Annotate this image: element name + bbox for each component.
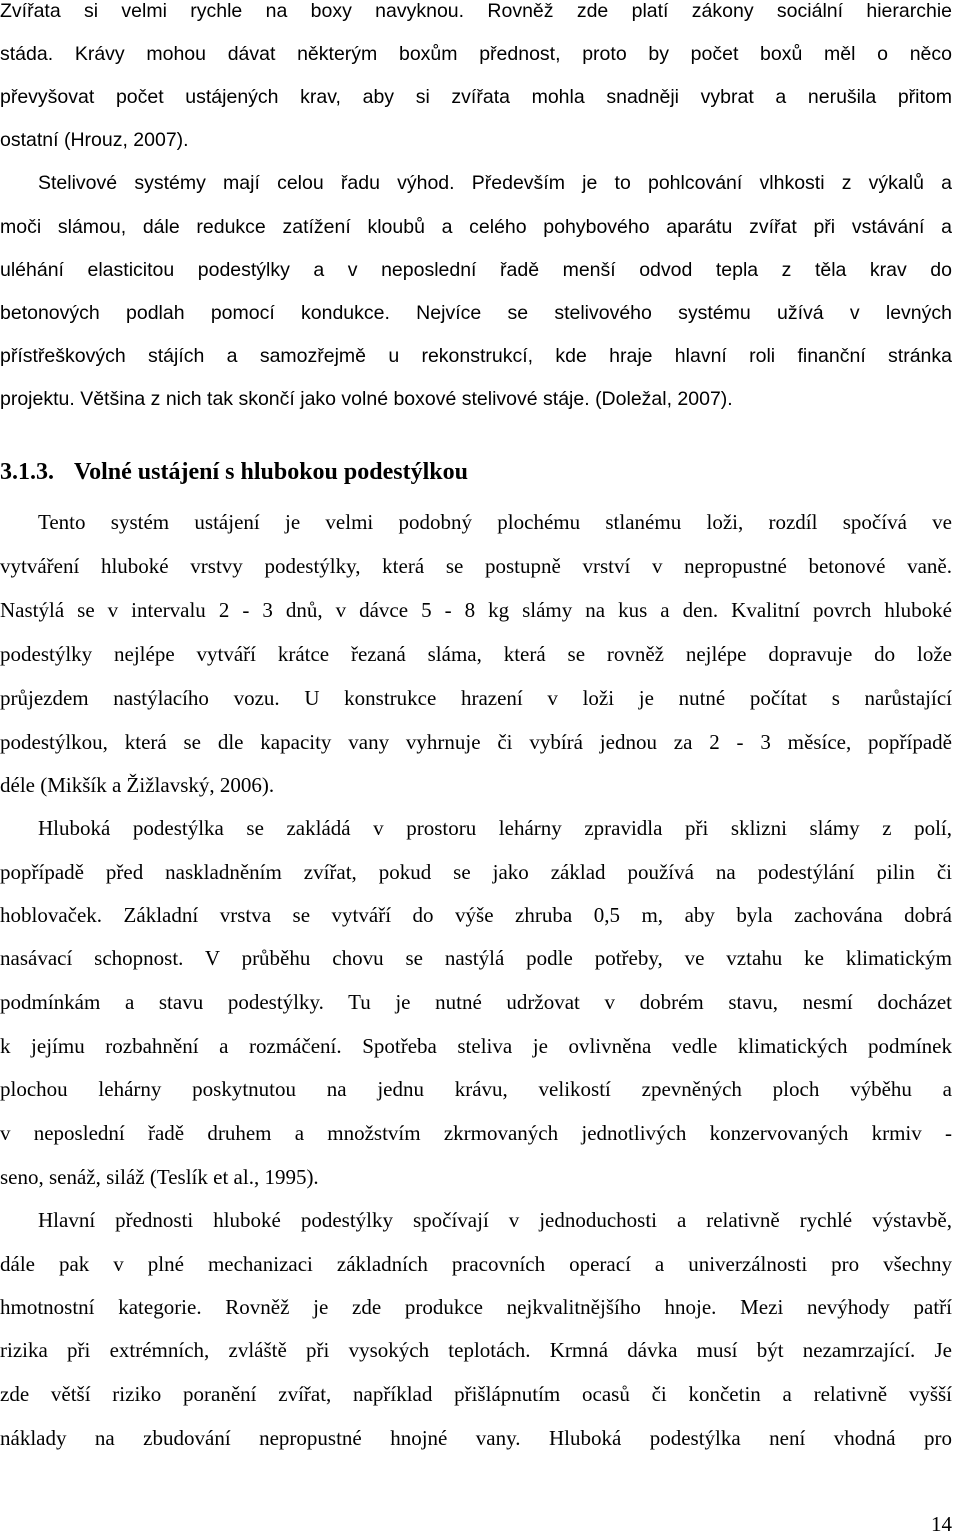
text-line: zde větší riziko poranění zvířat, například přišlápnutím ocasů či končetin a relativně vyšší xyxy=(0,1382,952,1406)
text-line: projektu. Většina z nich tak skončí jako volné boxové stelivové stáje. (Doležal, 2007). xyxy=(0,388,733,410)
text-line: nasávací schopnost. V průběhu chovu se nastýlá podle potřeby, ve vztahu ke klimatickým xyxy=(0,946,952,970)
text-line: plochou lehárny poskytnutou na jednu krávu, velikostí zpevněných ploch výběhu a xyxy=(0,1077,952,1101)
text-line: déle (Mikšík a Žižlavský, 2006). xyxy=(0,773,275,797)
section-heading xyxy=(0,455,952,489)
section-number: 3.1.3. xyxy=(0,459,54,485)
text-line: průjezdem nastýlacího vozu. U konstrukce hrazení v loži je nutné počítat s narůstající xyxy=(0,686,952,710)
text-line: vytváření hluboké vrstvy podestýlky, která se postupně vrství v nepropustné betonové vaně. xyxy=(0,554,952,578)
text-line: Stelivové systémy mají celou řadu výhod. Především je to pohlcování vlhkosti z výkalů a xyxy=(38,172,952,194)
text-line: popřípadě před naskladněním zvířat, pokud se jako základ používá na podestýlání pilin či xyxy=(0,860,952,884)
text-line: moči slámou, dále redukce zatížení kloubů a celého pohybového aparátu zvířat při vstávání a xyxy=(0,216,952,238)
text-line: ostatní (Hrouz, 2007). xyxy=(0,129,189,151)
text-line: Hluboká podestýlka se zakládá v prostoru lehárny zpravidla při sklizni slámy z polí, xyxy=(38,816,952,840)
text-line: podmínkám a stavu podestýlky. Tu je nutné udržovat v dobrém stavu, nesmí docházet xyxy=(0,990,952,1014)
text-line: seno, senáž, siláž (Teslík et al., 1995). xyxy=(0,1165,319,1189)
text-line: převyšovat počet ustájených krav, aby si zvířata mohla snadněji vybrat a nerušila přitom xyxy=(0,86,952,108)
text-line: náklady na zbudování nepropustné hnojné vany. Hluboká podestýlka není vhodná pro xyxy=(0,1426,952,1450)
text-line: přístřeškových stájích a samozřejmě u rekonstrukcí, kde hraje hlavní roli finanční stránka xyxy=(0,345,952,367)
text-line: rizika při extrémních, zvláště při vysokých teplotách. Krmná dávka musí být nezamrzající. Je xyxy=(0,1338,952,1362)
text-line: uléhání elasticitou podestýlky a v neposlední řadě menší odvod tepla z těla krav do xyxy=(0,259,952,281)
text-line: k jejímu rozbahnění a rozmáčení. Spotřeba steliva je ovlivněna vedle klimatických podmínek xyxy=(0,1034,952,1058)
text-line: betonových podlah pomocí kondukce. Nejvíce se stelivového systému užívá v levných xyxy=(0,302,952,324)
text-line: hmotnostní kategorie. Rovněž je zde produkce nejkvalitnějšího hnoje. Mezi nevýhody patří xyxy=(0,1295,952,1319)
text-line: Zvířata si velmi rychle na boxy navyknou. Rovněž zde platí zákony sociální hierarchie xyxy=(0,0,952,22)
page-number: 14 xyxy=(931,1512,952,1536)
text-line: Hlavní přednosti hluboké podestýlky spočívají v jednoduchosti a relativně rychlé výstavbě, xyxy=(38,1208,952,1232)
text-line: v neposlední řadě druhem a množstvím zkrmovaných jednotlivých konzervovaných krmiv - xyxy=(0,1121,952,1145)
text-line: Tento systém ustájení je velmi podobný plochému stlanému loži, rozdíl spočívá ve xyxy=(38,510,952,534)
text-line: podestýlky nejlépe vytváří krátce řezaná sláma, která se rovněž nejlépe dopravuje do lože xyxy=(0,642,952,666)
text-line: hoblovaček. Základní vrstva se vytváří do výše zhruba 0,5 m, aby byla zachována dobrá xyxy=(0,903,952,927)
text-line: podestýlkou, která se dle kapacity vany vyhrnuje či vybírá jednou za 2 - 3 měsíce, popřípadě xyxy=(0,730,952,754)
text-line: Nastýlá se v intervalu 2 - 3 dnů, v dávce 5 - 8 kg slámy na kus a den. Kvalitní povrch hluboké xyxy=(0,598,952,622)
section-title: Volné ustájení s hlubokou podestýlkou xyxy=(74,459,468,485)
text-line: stáda. Krávy mohou dávat některým boxům přednost, proto by počet boxů měl o něco xyxy=(0,43,952,65)
text-line: dále pak v plné mechanizaci základních pracovních operací a univerzálnosti pro všechny xyxy=(0,1252,952,1276)
